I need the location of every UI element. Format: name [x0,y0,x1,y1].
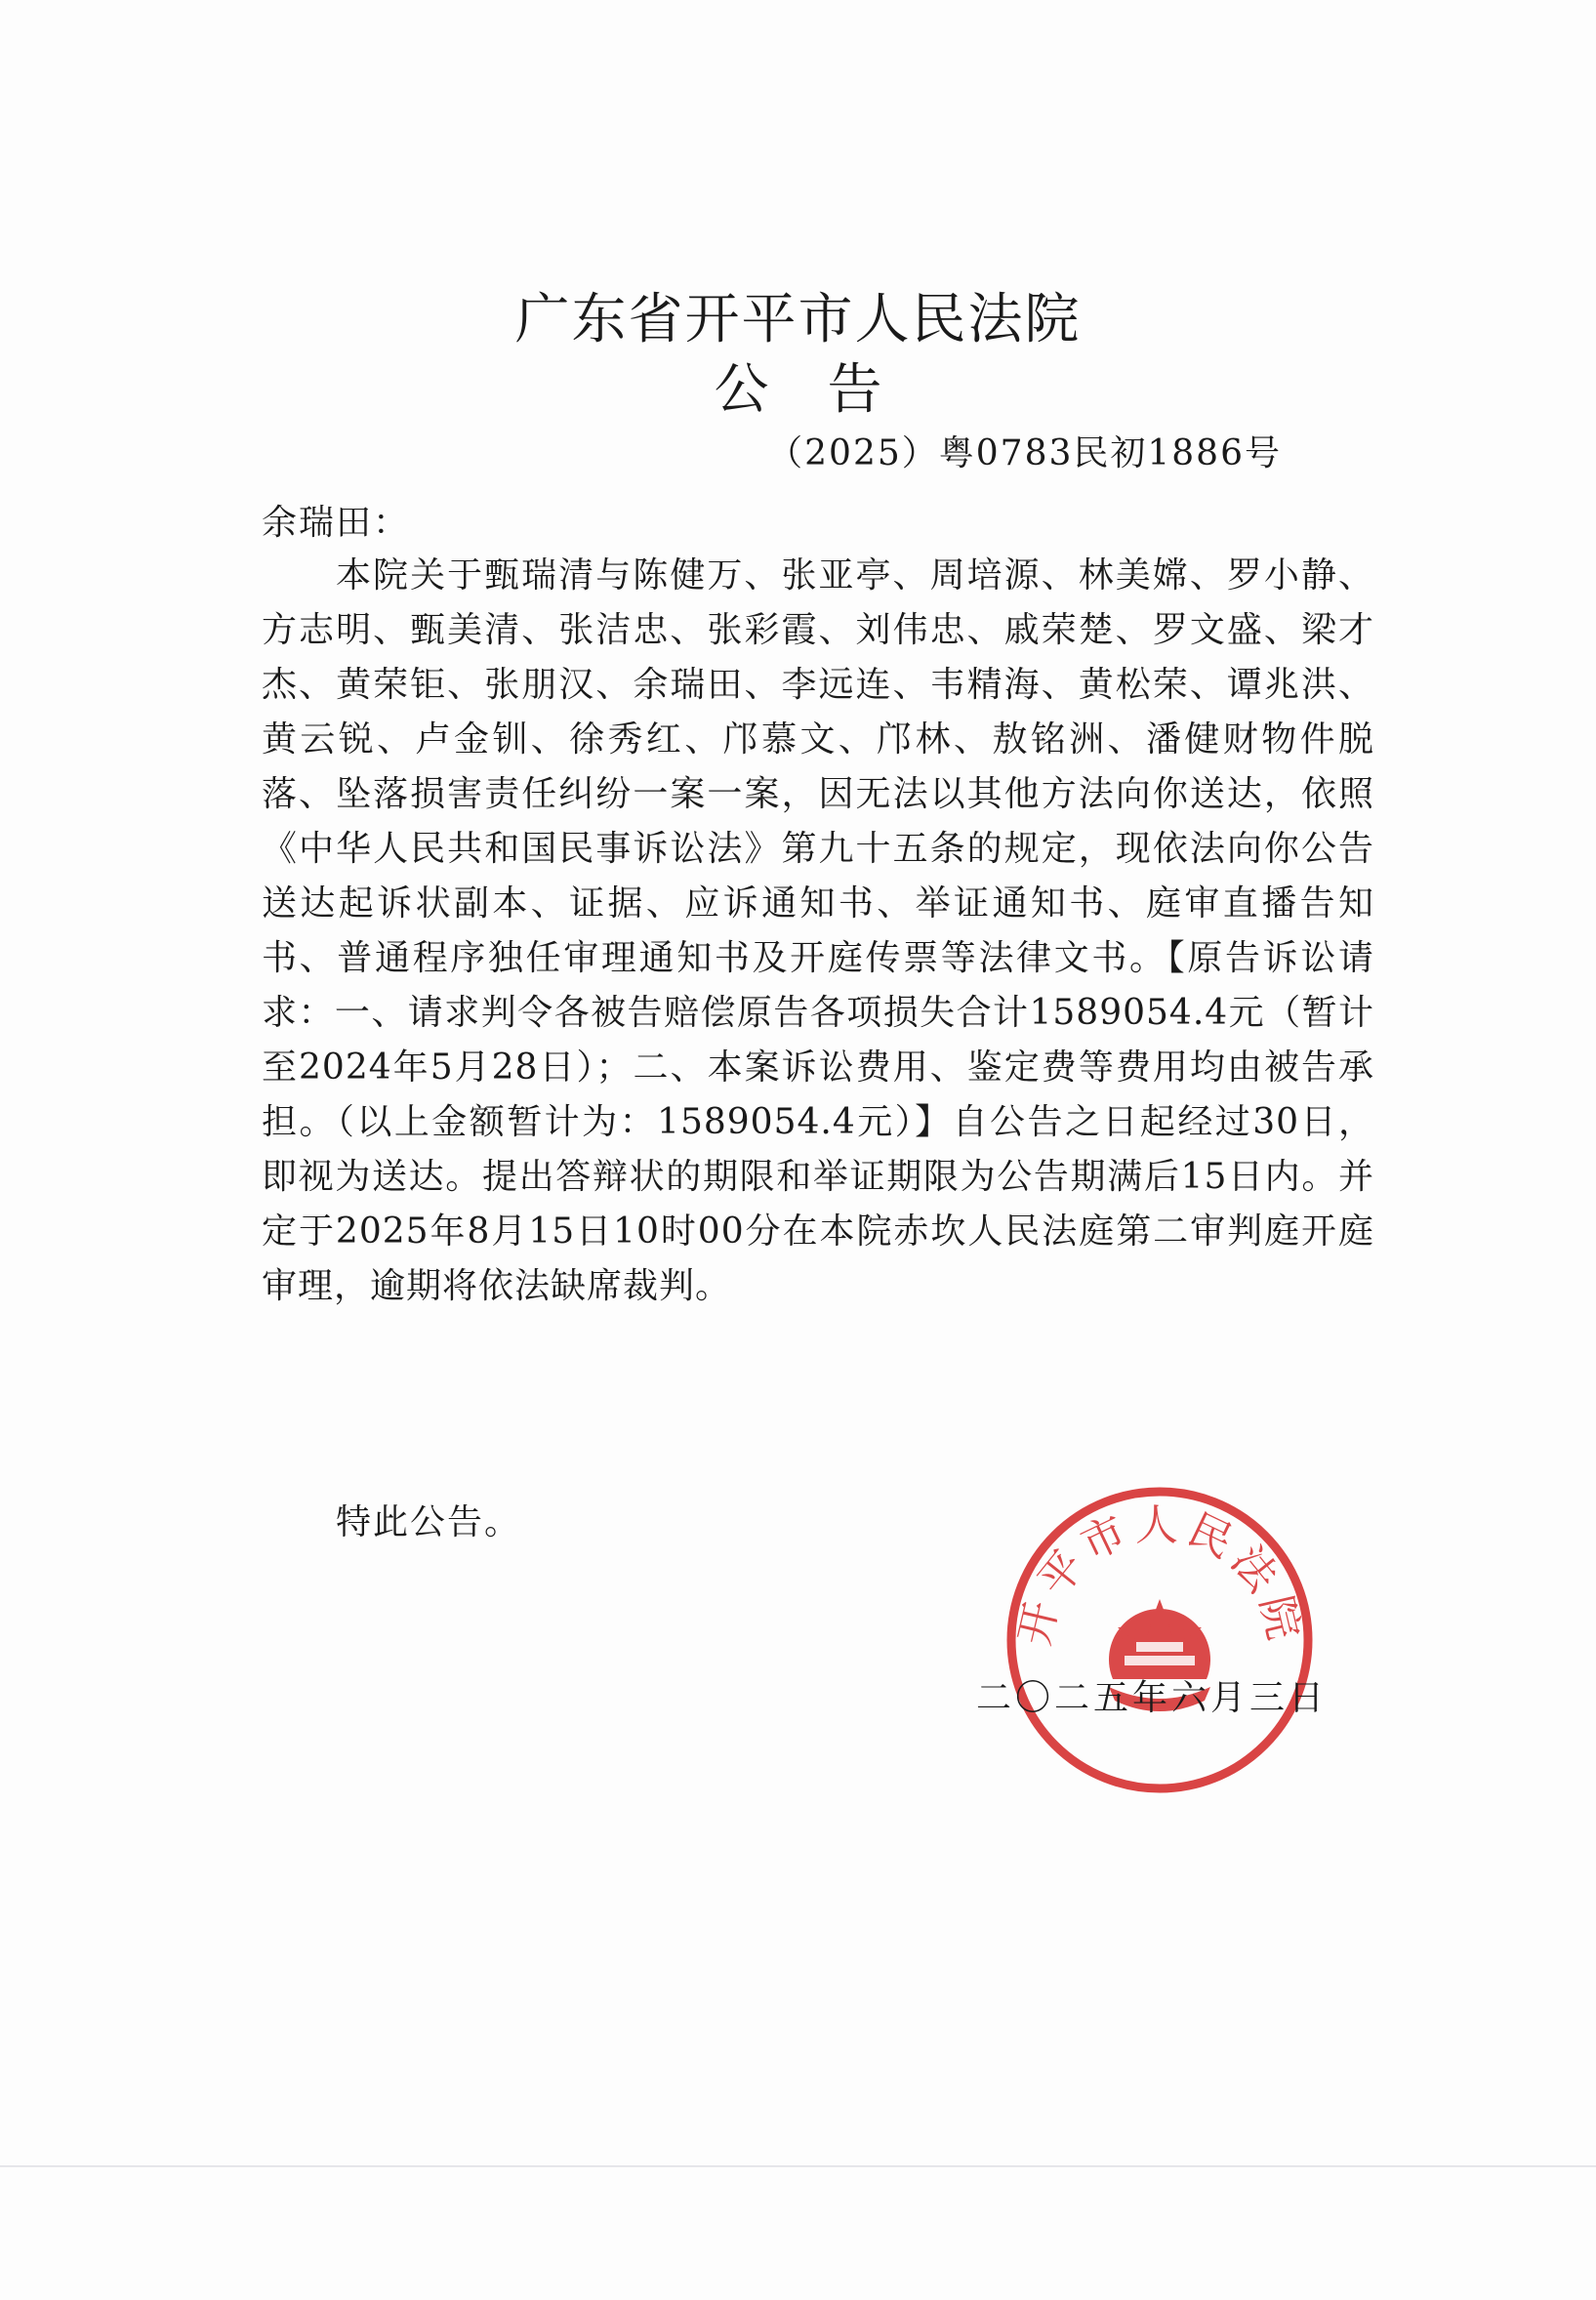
addressee: 余瑞田： [262,503,411,543]
notice-body: 本院关于甄瑞清与陈健万、张亚亭、周培源、林美嫦、罗小静、方志明、甄美清、张洁忠、张彩霞、刘伟忠、戚荣楚、罗文盛、梁才杰、黄荣钜、张朋汉、余瑞田、李远连、韦精海、黄松荣、谭兆洪、黄云锐、卢金钏、徐秀红、邝慕文、邝林、敖铭洲、潘健财物件脱落、坠落损害责任纠纷一案一案，因无法以其他方法向你送达，依照《中华人民共和国民事诉讼法》第九十五条的规定，现依法向你公告送达起诉状副本、证据、应诉通知书、举证通知书、庭审直播告知书、普通程序独任审理通知书及开庭传票等法律文书。【原告诉讼请求：一、请求判令各被告赔偿原告各项损失合计1589054.4元（暂计至2024年5月28日）；二、本案诉讼费用、鉴定费等费用均由被告承担。（以上金额暂计为：1589054.4元）】自公告之日起经过30日，即视为送达。提出答辩状的期限和举证期限为公告期满后15日内。并定于2025年8月15日10时00分在本院赤坎人民法庭第二审判庭开庭审理，逾期将依法缺席裁判。 [262,555,1374,1306]
seal-text: 开平市人民法院 [1009,1499,1310,1651]
scan-edge-divider [0,2165,1596,2167]
court-seal-icon [1003,1484,1316,1796]
document-date: 二〇二五年六月三日 [976,1678,1329,1718]
court-title: 广东省开平市人民法院 [514,288,1082,351]
case-number: （2025）粤0783民初1886号 [767,433,1282,473]
notice-title: 公告 [714,358,941,422]
closing-remark: 特此公告。 [336,1502,522,1542]
